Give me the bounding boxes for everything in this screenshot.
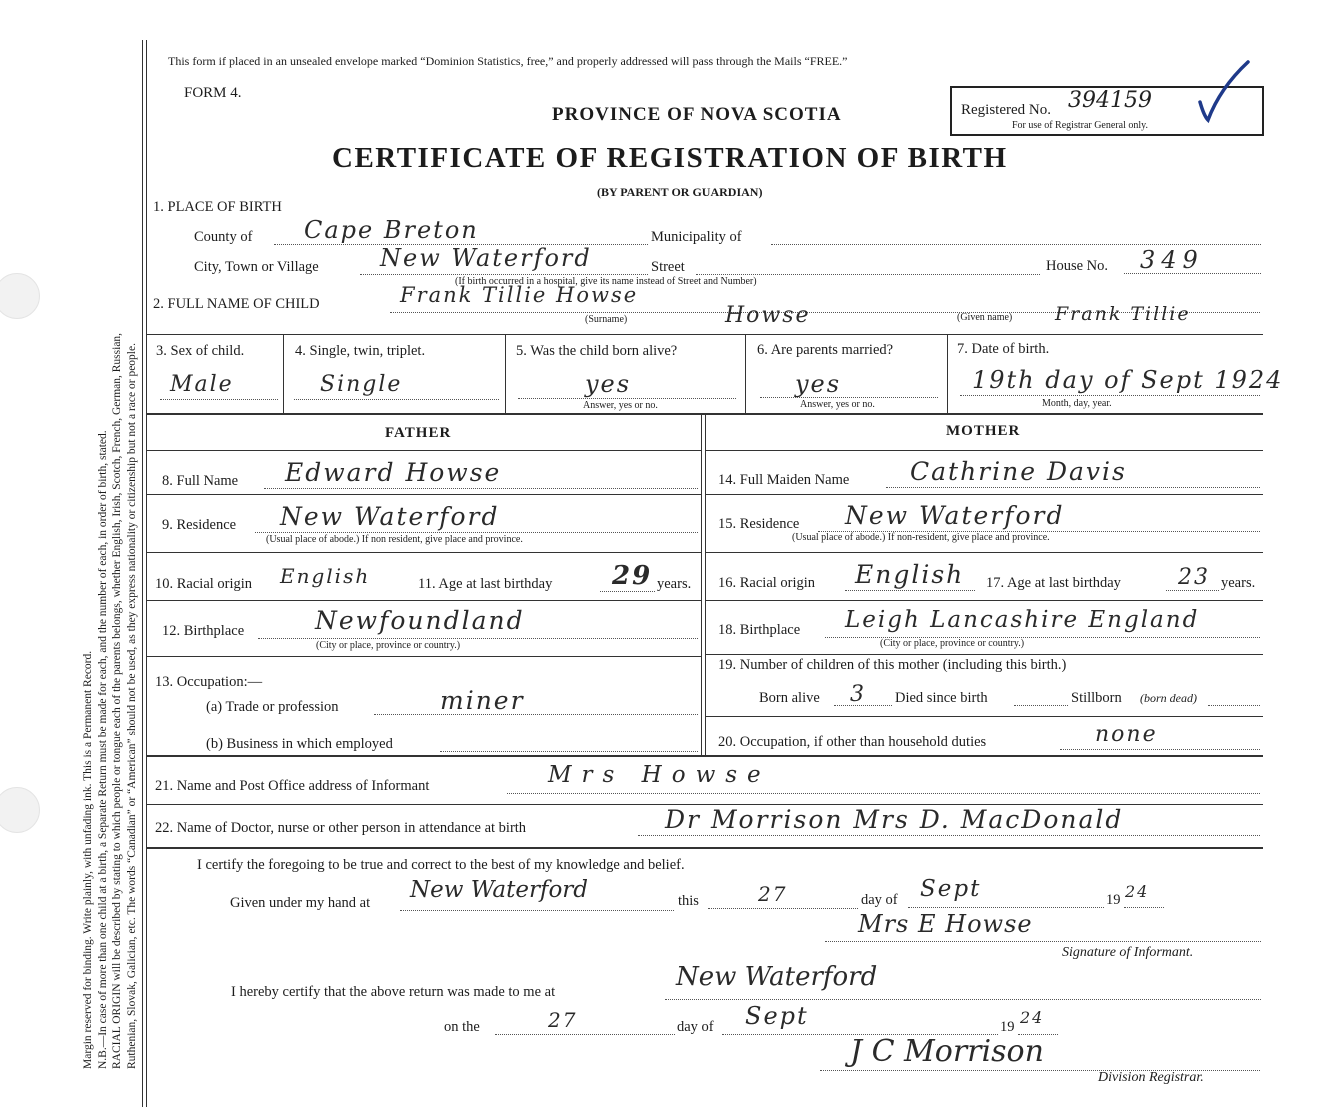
father-residence-line <box>255 532 698 533</box>
row3-divider-4 <box>947 334 948 414</box>
registrar-place-value[interactable]: New Waterford <box>676 962 878 992</box>
informant-label: 21. Name and Post Office address of Informant <box>155 778 430 794</box>
born-alive-value[interactable]: yes <box>585 370 632 398</box>
given-place-line <box>400 910 674 911</box>
informant-signature-caption: Signature of Informant. <box>1062 945 1194 960</box>
given-name-value[interactable]: Frank Tillie <box>1055 303 1191 325</box>
binding-hole-top <box>0 273 40 319</box>
father-age-unit: years. <box>657 576 692 592</box>
father-business-line <box>440 751 698 752</box>
doctor-value[interactable]: Dr Morrison Mrs D. MacDonald <box>665 805 1124 834</box>
margin-note-multiple-births: N.B.—In case of more than one child at a birth, a Separate Return must be made for each, and the number of each, in order of birth, stated. <box>96 430 109 1069</box>
single-value[interactable]: Single <box>320 372 403 397</box>
dob-label: 7. Date of birth. <box>957 341 1050 357</box>
mother-birthplace-note: (City or place, province or country.) <box>880 638 1025 649</box>
row3-divider-1 <box>283 334 284 414</box>
registrar-on-the-label: on the <box>444 1019 480 1035</box>
registrar-statement: I hereby certify that the above return was made to me at <box>231 984 556 1000</box>
father-row-rule-2 <box>147 494 701 495</box>
father-trade-line <box>374 714 698 715</box>
children-count-label: 19. Number of children of this mother (including this birth.) <box>718 657 1067 673</box>
father-residence-note: (Usual place of abode.) If non resident, give place and province. <box>266 534 523 545</box>
city-line <box>360 274 648 275</box>
father-trade-label: (a) Trade or profession <box>206 699 339 715</box>
dob-line <box>960 395 1260 396</box>
given-place-value[interactable]: New Waterford <box>410 877 589 903</box>
informant-signature: Mrs E Howse <box>858 910 1033 938</box>
mother-row-rule-2 <box>706 494 1263 495</box>
mother-residence-label: 15. Residence <box>718 516 800 532</box>
mother-birthplace-value[interactable]: Leigh Lancashire England <box>845 607 1200 633</box>
province-heading: PROVINCE OF NOVA SCOTIA <box>552 104 842 125</box>
father-birthplace-note: (City or place, province or country.) <box>316 640 461 651</box>
given-year-suffix[interactable]: 24 <box>1125 882 1150 901</box>
dob-value[interactable]: 19th day of Sept 1924 <box>972 366 1284 394</box>
county-value[interactable]: Cape Breton <box>304 216 479 244</box>
born-alive-count-value[interactable]: 3 <box>850 682 866 707</box>
mother-birthplace-label: 18. Birthplace <box>718 622 801 638</box>
mother-row-rule-6 <box>706 716 1263 717</box>
given-day-of-label: day of <box>861 892 898 908</box>
margin-rule-inner <box>146 40 147 1107</box>
given-name-label: (Given name) <box>957 312 1013 323</box>
single-label: 4. Single, twin, triplet. <box>295 343 426 359</box>
father-occupation-label: 13. Occupation:— <box>155 674 263 690</box>
died-since-birth-label: Died since birth <box>895 690 988 706</box>
father-business-label: (b) Business in which employed <box>206 736 393 752</box>
father-residence-label: 9. Residence <box>162 517 237 533</box>
column-divider <box>701 415 702 755</box>
city-label: City, Town or Village <box>194 259 319 275</box>
mother-age-label: 17. Age at last birthday <box>986 575 1121 591</box>
mother-age-line <box>1166 590 1219 591</box>
mother-row-rule-1 <box>706 450 1263 451</box>
registrar-year-prefix: 19 <box>1000 1019 1015 1035</box>
father-age-label: 11. Age at last birthday <box>418 576 553 592</box>
father-birthplace-label: 12. Birthplace <box>162 623 245 639</box>
margin-note-binding: Margin reserved for binding. Write plainly, with unfading ink. This is a Permanent Record. <box>82 650 94 1069</box>
father-name-value[interactable]: Edward Howse <box>285 458 502 487</box>
father-name-label: 8. Full Name <box>162 473 239 489</box>
row3-top-rule <box>147 334 1263 335</box>
mother-residence-value[interactable]: New Waterford <box>845 501 1065 530</box>
child-name-label: 2. FULL NAME OF CHILD <box>153 296 320 312</box>
registrar-day-value[interactable]: 27 <box>548 1008 578 1032</box>
dob-note: Month, day, year. <box>1042 398 1112 409</box>
city-value[interactable]: New Waterford <box>380 244 592 272</box>
mother-occupation-label: 20. Occupation, if other than household duties <box>718 734 987 750</box>
father-row-rule-1 <box>147 450 701 451</box>
father-age-value[interactable]: 29 <box>612 561 653 591</box>
this-label: this <box>678 893 699 909</box>
street-line <box>696 274 1040 275</box>
sex-value[interactable]: Male <box>170 372 234 397</box>
mother-racial-label: 16. Racial origin <box>718 575 816 591</box>
margin-rule <box>142 40 143 1107</box>
certification-statement: I certify the foregoing to be true and correct to the best of my knowledge and belief. <box>197 857 685 873</box>
mother-name-label: 14. Full Maiden Name <box>718 472 850 488</box>
stillborn-label: Stillborn <box>1071 690 1122 706</box>
margin-note-racial-origin-cont: Ruthenian, Slovak, Galician, etc. The words “Canadian” or “American” should not be used, as they express nationality or citizenship but not a race or people. <box>125 343 138 1069</box>
given-day-line <box>708 908 858 909</box>
mother-age-value[interactable]: 23 <box>1178 565 1210 590</box>
doctor-label: 22. Name of Doctor, nurse or other person in attendance at birth <box>155 820 527 836</box>
section-rule-cert <box>147 847 1263 849</box>
mother-racial-line <box>845 590 975 591</box>
surname-value[interactable]: Howse <box>725 303 811 328</box>
father-birthplace-value[interactable]: Newfoundland <box>315 606 525 635</box>
registrar-day-line <box>495 1034 675 1035</box>
born-alive-label: 5. Was the child born alive? <box>516 343 678 359</box>
mother-heading: MOTHER <box>946 423 1021 439</box>
father-row-rule-3 <box>147 552 701 553</box>
parents-married-label: 6. Are parents married? <box>757 342 894 358</box>
father-trade-value[interactable]: miner <box>440 686 525 715</box>
given-month-value[interactable]: Sept <box>920 876 982 902</box>
margin-notes <box>81 69 139 1069</box>
mother-occupation-value[interactable]: none <box>1095 722 1158 747</box>
place-of-birth-label: 1. PLACE OF BIRTH <box>153 199 282 215</box>
mail-notice: This form if placed in an unsealed envelope marked “Dominion Statistics, free,” and properly addressed will pass through the Mails “FREE.” <box>168 54 848 68</box>
mother-row-rule-3 <box>706 552 1263 553</box>
born-alive-note: Answer, yes or no. <box>583 400 658 411</box>
division-registrar-caption: Division Registrar. <box>1098 1070 1204 1085</box>
mother-occupation-line <box>1060 749 1260 750</box>
doctor-line <box>638 835 1260 836</box>
municipality-label: Municipality of <box>651 229 742 245</box>
registrar-signature: J C Morrison <box>850 1034 1044 1069</box>
form-number: FORM 4. <box>184 85 242 101</box>
sex-label: 3. Sex of child. <box>156 343 245 359</box>
father-birthplace-line <box>258 638 698 639</box>
municipality-line <box>771 244 1261 245</box>
given-month-line <box>908 907 1104 908</box>
registrar-place-line <box>665 999 1261 1000</box>
mother-racial-value[interactable]: English <box>855 560 965 589</box>
certificate-title: CERTIFICATE OF REGISTRATION OF BIRTH <box>332 142 1008 174</box>
row3-divider-2 <box>505 334 506 414</box>
binding-hole-bottom <box>0 787 40 833</box>
house-number-value[interactable]: 349 <box>1140 246 1204 274</box>
father-name-line <box>264 488 698 489</box>
father-row-rule-4 <box>147 600 701 601</box>
informant-value[interactable]: Mrs Howse <box>548 762 771 788</box>
father-racial-value[interactable]: English <box>280 564 371 588</box>
parents-married-line <box>760 397 938 398</box>
father-row-rule-5 <box>147 656 701 657</box>
mother-name-line <box>886 487 1260 488</box>
informant-line <box>507 793 1260 794</box>
parents-married-value[interactable]: yes <box>795 370 842 398</box>
certificate-subtitle: (BY PARENT OR GUARDIAN) <box>597 185 763 199</box>
father-racial-label: 10. Racial origin <box>155 576 253 592</box>
parents-married-note: Answer, yes or no. <box>800 399 875 410</box>
surname-label: (Surname) <box>585 314 628 325</box>
registrar-month-value[interactable]: Sept <box>745 1002 809 1030</box>
row3-divider-3 <box>745 334 746 414</box>
registered-label: Registered No. <box>961 102 1051 118</box>
check-mark-icon <box>1190 58 1260 128</box>
registrar-note: For use of Registrar General only. <box>1012 120 1148 131</box>
registrar-year-suffix[interactable]: 24 <box>1020 1008 1045 1027</box>
father-residence-value[interactable]: New Waterford <box>280 502 500 531</box>
born-alive-count-label: Born alive <box>759 690 820 706</box>
born-alive-line <box>518 398 736 399</box>
sex-line <box>160 399 278 400</box>
registrar-day-of-label: day of <box>677 1019 714 1035</box>
county-label: County of <box>194 229 253 245</box>
section-rule-21 <box>147 755 1263 757</box>
child-name-value[interactable]: Frank Tillie Howse <box>400 283 639 307</box>
father-heading: FATHER <box>385 425 452 441</box>
given-day-value[interactable]: 27 <box>758 882 788 906</box>
column-divider-2 <box>705 415 706 755</box>
registration-box <box>950 86 1264 136</box>
street-label: Street <box>651 259 685 275</box>
house-number-label: House No. <box>1046 258 1109 274</box>
stillborn-line <box>1208 705 1260 706</box>
informant-signature-line <box>825 941 1261 942</box>
mother-name-value[interactable]: Cathrine Davis <box>910 457 1127 486</box>
died-since-birth-line <box>1014 705 1068 706</box>
given-year-line <box>1124 907 1164 908</box>
mother-age-unit: years. <box>1221 575 1256 591</box>
margin-note-racial-origin: RACIAL ORIGIN will be described by stating to which people or tongue each of the parents belongs, whether English, Irish, Scotch, French, German, Russian, <box>111 332 123 1069</box>
given-under-hand-label: Given under my hand at <box>230 895 371 911</box>
mother-row-rule-4 <box>706 600 1263 601</box>
father-age-line <box>600 591 655 592</box>
given-year-prefix: 19 <box>1106 892 1121 908</box>
registered-number: 394159 <box>1068 88 1152 113</box>
street-note: (If birth occurred in a hospital, give its name instead of Street and Number) <box>455 276 757 287</box>
mother-residence-note: (Usual place of abode.) If non-resident, give place and province. <box>792 532 1050 543</box>
stillborn-note: (born dead) <box>1140 691 1197 705</box>
single-line <box>294 399 499 400</box>
mother-row-rule-5 <box>706 654 1263 655</box>
